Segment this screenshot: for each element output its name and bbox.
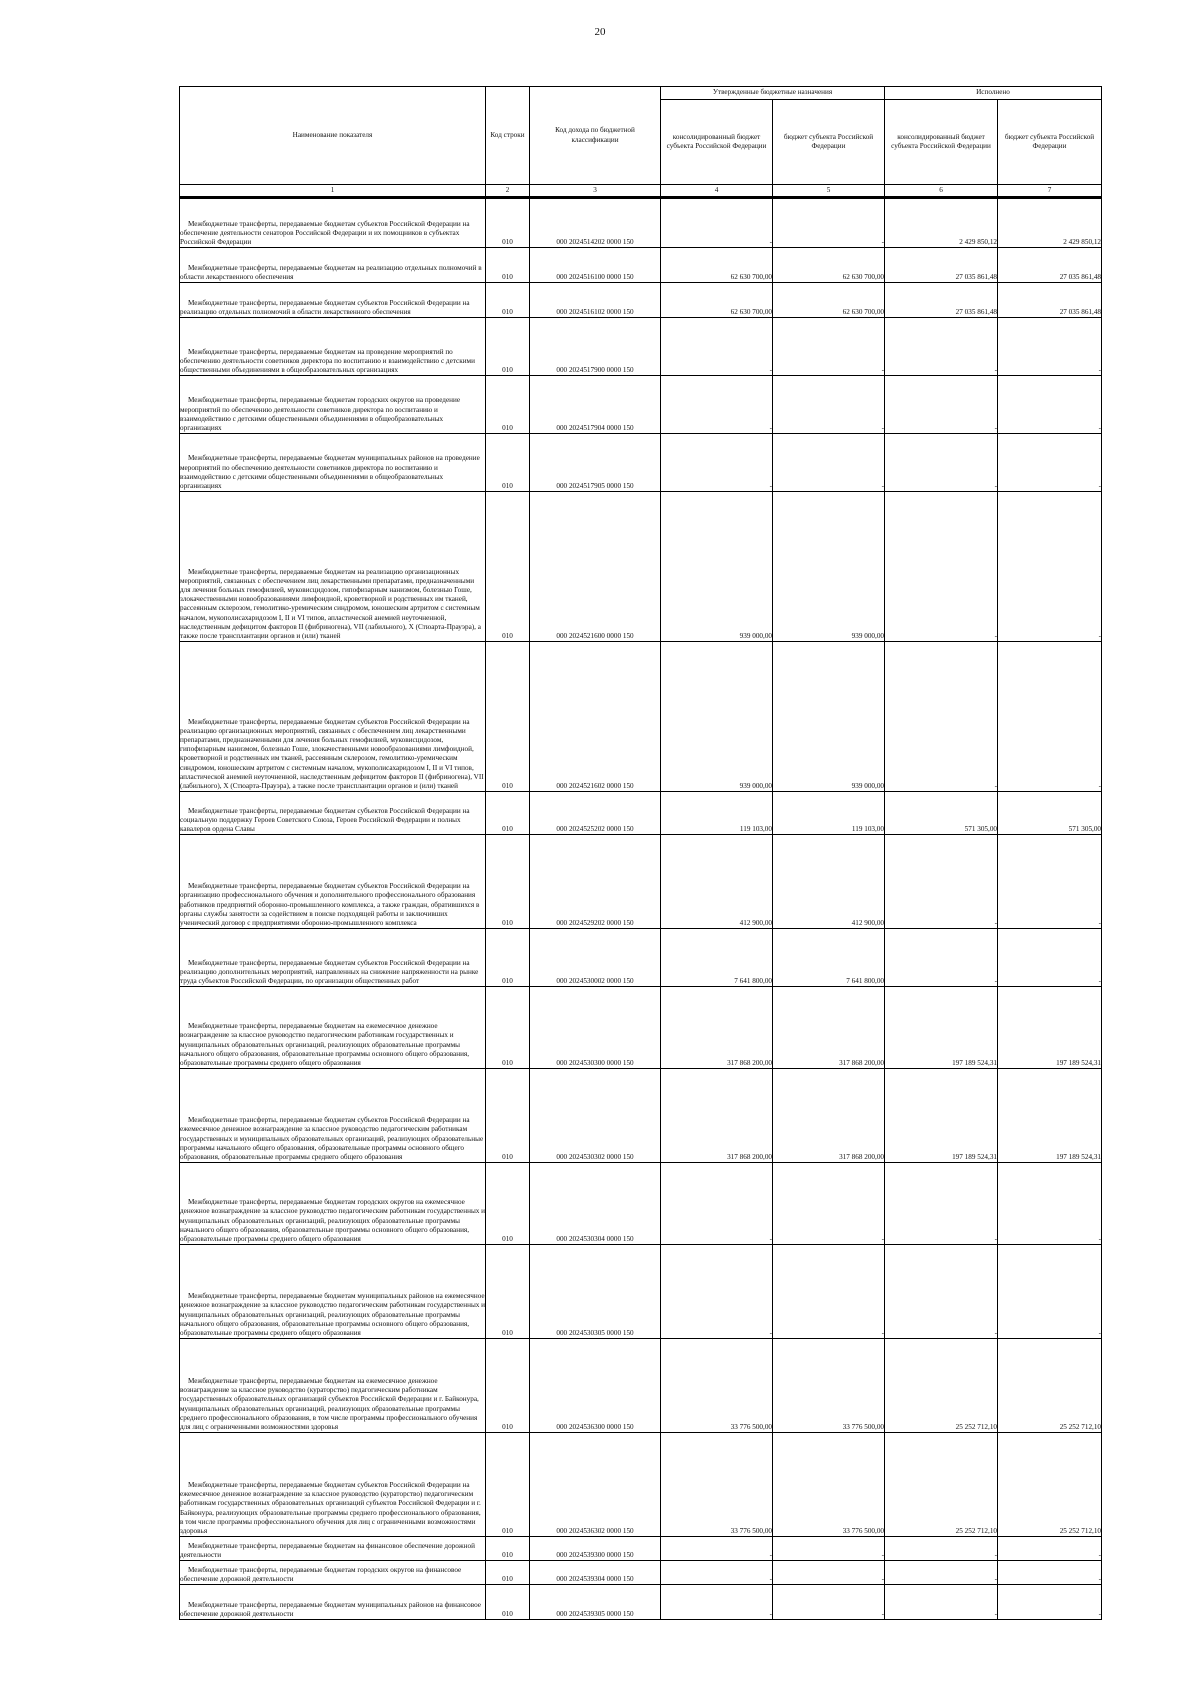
budget-execution-table bbox=[179, 86, 1102, 1620]
row-code: 010 bbox=[486, 987, 530, 1069]
row-approved-subject: 412 900,00 bbox=[773, 835, 885, 929]
row-approved-consolidated: 412 900,00 bbox=[661, 835, 773, 929]
table-row bbox=[180, 1245, 1102, 1339]
row-code: 010 bbox=[486, 1245, 530, 1339]
row-executed-subject: - bbox=[998, 1245, 1102, 1339]
row-executed-consolidated: - bbox=[885, 1561, 998, 1585]
row-approved-consolidated: - bbox=[661, 198, 773, 248]
row-approved-subject: 317 868 200,00 bbox=[773, 987, 885, 1069]
table-row bbox=[180, 1585, 1102, 1620]
row-code: 010 bbox=[486, 434, 530, 492]
header-subject-budget-exec: бюджет субъекта Российской Федерации bbox=[998, 100, 1102, 185]
row-kbk: 000 2024529202 0000 150 bbox=[530, 835, 661, 929]
row-code: 010 bbox=[486, 1537, 530, 1561]
row-executed-subject: - bbox=[998, 1561, 1102, 1585]
row-approved-consolidated: 939 000,00 bbox=[661, 492, 773, 642]
column-number: 1 bbox=[180, 185, 486, 198]
row-executed-subject: 25 252 712,10 bbox=[998, 1433, 1102, 1537]
row-approved-subject: 939 000,00 bbox=[773, 642, 885, 792]
row-approved-subject: - bbox=[773, 318, 885, 376]
row-code: 010 bbox=[486, 318, 530, 376]
row-executed-consolidated: 27 035 861,48 bbox=[885, 248, 998, 283]
row-executed-subject: - bbox=[998, 492, 1102, 642]
row-code: 010 bbox=[486, 1339, 530, 1433]
row-kbk: 000 2024539300 0000 150 bbox=[530, 1537, 661, 1561]
header-name: Наименование показателя bbox=[180, 87, 486, 185]
row-executed-subject: - bbox=[998, 318, 1102, 376]
row-kbk: 000 2024536302 0000 150 bbox=[530, 1433, 661, 1537]
row-approved-consolidated: 62 630 700,00 bbox=[661, 248, 773, 283]
header-consolidated-budget: консолидированный бюджет субъекта Российской Федерации bbox=[661, 100, 773, 185]
row-approved-consolidated: - bbox=[661, 318, 773, 376]
table-row bbox=[180, 248, 1102, 283]
row-executed-subject: - bbox=[998, 642, 1102, 792]
row-approved-consolidated: - bbox=[661, 1585, 773, 1620]
row-approved-subject: 33 776 500,00 bbox=[773, 1433, 885, 1537]
row-approved-consolidated: 939 000,00 bbox=[661, 642, 773, 792]
table-row bbox=[180, 835, 1102, 929]
table-row bbox=[180, 198, 1102, 248]
row-approved-subject: - bbox=[773, 1245, 885, 1339]
row-name: Межбюджетные трансферты, передаваемые бюджетам на ежемесячное денежное вознаграждение за классное руководство педагогическим работникам государственных и муниципальных образовательных организаций, реализующих образовательные программы начального общего образования, образовательные программы основного общего образования, образовательные программы среднего общего образования bbox=[180, 987, 486, 1069]
row-approved-subject: - bbox=[773, 1163, 885, 1245]
table-row bbox=[180, 642, 1102, 792]
row-executed-consolidated: 27 035 861,48 bbox=[885, 283, 998, 318]
row-kbk: 000 2024530300 0000 150 bbox=[530, 987, 661, 1069]
table-row bbox=[180, 929, 1102, 987]
table-row bbox=[180, 318, 1102, 376]
row-executed-consolidated: - bbox=[885, 1585, 998, 1620]
row-code: 010 bbox=[486, 1561, 530, 1585]
row-name: Межбюджетные трансферты, передаваемые бюджетам на проведение мероприятий по обеспечению деятельности советников директора по воспитанию и взаимодействию с детскими общественными объединениями в общеобразовательных организациях bbox=[180, 318, 486, 376]
table-row bbox=[180, 283, 1102, 318]
row-kbk: 000 2024536300 0000 150 bbox=[530, 1339, 661, 1433]
row-kbk: 000 2024514202 0000 150 bbox=[530, 198, 661, 248]
row-executed-consolidated: - bbox=[885, 1245, 998, 1339]
row-executed-consolidated: - bbox=[885, 835, 998, 929]
row-kbk: 000 2024516102 0000 150 bbox=[530, 283, 661, 318]
row-approved-subject: - bbox=[773, 198, 885, 248]
row-executed-subject: 197 189 524,31 bbox=[998, 1069, 1102, 1163]
row-executed-subject: - bbox=[998, 1585, 1102, 1620]
row-executed-consolidated: - bbox=[885, 1163, 998, 1245]
row-name: Межбюджетные трансферты, передаваемые бюджетам субъектов Российской Федерации на ежемесячное денежное вознаграждение за классное руководство (кураторство) педагогическим работникам государственных образовательных организаций субъектов Российской Федерации и г. Байконура, реализующих образовательные программы среднего профессионального образования, в том числе программы профессионального обучения для лиц с ограниченными возможностями здоровья bbox=[180, 1433, 486, 1537]
row-kbk: 000 2024530304 0000 150 bbox=[530, 1163, 661, 1245]
row-approved-consolidated: - bbox=[661, 1537, 773, 1561]
table-row bbox=[180, 1433, 1102, 1537]
row-kbk: 000 2024530305 0000 150 bbox=[530, 1245, 661, 1339]
row-name: Межбюджетные трансферты, передаваемые бюджетам на реализацию отдельных полномочий в области лекарственного обеспечения bbox=[180, 248, 486, 283]
row-approved-subject: 317 868 200,00 bbox=[773, 1069, 885, 1163]
row-executed-subject: - bbox=[998, 929, 1102, 987]
row-code: 010 bbox=[486, 248, 530, 283]
row-executed-subject: 2 429 850,12 bbox=[998, 198, 1102, 248]
row-approved-consolidated: - bbox=[661, 1163, 773, 1245]
row-kbk: 000 2024517905 0000 150 bbox=[530, 434, 661, 492]
row-name: Межбюджетные трансферты, передаваемые бюджетам городских округов на проведение мероприятий по обеспечению деятельности советников директора по воспитанию и взаимодействию с детскими общественными объединениями в общеобразовательных организациях bbox=[180, 376, 486, 434]
row-executed-subject: 27 035 861,48 bbox=[998, 248, 1102, 283]
table-row bbox=[180, 376, 1102, 434]
table-row bbox=[180, 987, 1102, 1069]
header-consolidated-budget-exec: консолидированный бюджет субъекта Российской Федерации bbox=[885, 100, 998, 185]
row-code: 010 bbox=[486, 642, 530, 792]
row-name: Межбюджетные трансферты, передаваемые бюджетам муниципальных районов на ежемесячное денежное вознаграждение за классное руководство педагогическим работникам государственных и муниципальных образовательных организаций, реализующих образовательные программы начального общего образования, образовательные программы основного общего образования, образовательные программы среднего общего образования bbox=[180, 1245, 486, 1339]
row-executed-consolidated: - bbox=[885, 929, 998, 987]
row-executed-consolidated: 197 189 524,31 bbox=[885, 987, 998, 1069]
row-code: 010 bbox=[486, 792, 530, 835]
row-approved-subject: - bbox=[773, 1537, 885, 1561]
row-approved-consolidated: 119 103,00 bbox=[661, 792, 773, 835]
row-executed-subject: - bbox=[998, 835, 1102, 929]
row-name: Межбюджетные трансферты, передаваемые бюджетам субъектов Российской Федерации на реализацию организационных мероприятий, связанных с обеспечением лиц лекарственными препаратами, предназначенными для лечения больных гемофилией, муковисцидозом, гипофизарным нанизмом, болезнью Гоше, злокачественными новообразованиями лимфоидной, кроветворной и родственных им тканей, рассеянным склерозом, гемолитико-уремическим синдромом, юношеским артритом с системным началом, мукополисахаридозом I, II и VI типов, апластической анемией неуточненной, наследственным дефицитом факторов II (фибриногена), VII (лабильного), X (Стюарта-Прауэра), а также после трансплантации органов и (или) тканей bbox=[180, 642, 486, 792]
table-row bbox=[180, 1069, 1102, 1163]
column-number: 3 bbox=[530, 185, 661, 198]
row-executed-consolidated: - bbox=[885, 434, 998, 492]
row-approved-consolidated: - bbox=[661, 1245, 773, 1339]
row-name: Межбюджетные трансферты, передаваемые бюджетам субъектов Российской Федерации на организацию профессионального обучения и дополнительного профессионального образования работников предприятий оборонно-промышленного комплекса, а также граждан, обратившихся в органы службы занятости за содействием в поиске подходящей работы и заключивших ученический договор с предприятиями оборонно-промышленного комплекса bbox=[180, 835, 486, 929]
row-code: 010 bbox=[486, 929, 530, 987]
row-name: Межбюджетные трансферты, передаваемые бюджетам субъектов Российской Федерации на реализацию дополнительных мероприятий, направленных на снижение напряженности на рынке труда субъектов Российской Федерации, по организации общественных работ bbox=[180, 929, 486, 987]
row-code: 010 bbox=[486, 1585, 530, 1620]
header-approved-group: Утвержденные бюджетные назначения bbox=[661, 87, 885, 100]
header-line-code: Код строки bbox=[486, 87, 530, 185]
row-code: 010 bbox=[486, 1163, 530, 1245]
row-kbk: 000 2024525202 0000 150 bbox=[530, 792, 661, 835]
table-row bbox=[180, 434, 1102, 492]
row-kbk: 000 2024530302 0000 150 bbox=[530, 1069, 661, 1163]
column-number: 5 bbox=[773, 185, 885, 198]
row-kbk: 000 2024530002 0000 150 bbox=[530, 929, 661, 987]
row-approved-consolidated: - bbox=[661, 1561, 773, 1585]
header-subject-budget: бюджет субъекта Российской Федерации bbox=[773, 100, 885, 185]
row-executed-consolidated: 25 252 712,10 bbox=[885, 1433, 998, 1537]
row-executed-consolidated: 2 429 850,12 bbox=[885, 198, 998, 248]
row-approved-subject: 62 630 700,00 bbox=[773, 248, 885, 283]
row-approved-subject: 33 776 500,00 bbox=[773, 1339, 885, 1433]
row-executed-subject: - bbox=[998, 434, 1102, 492]
row-executed-subject: 25 252 712,10 bbox=[998, 1339, 1102, 1433]
table-row bbox=[180, 492, 1102, 642]
row-executed-consolidated: 197 189 524,31 bbox=[885, 1069, 998, 1163]
row-approved-consolidated: 317 868 200,00 bbox=[661, 1069, 773, 1163]
table-row bbox=[180, 792, 1102, 835]
row-name: Межбюджетные трансферты, передаваемые бюджетам субъектов Российской Федерации на социальную поддержку Героев Советского Союза, Героев Российской Федерации и полных кавалеров ордена Славы bbox=[180, 792, 486, 835]
row-approved-consolidated: 62 630 700,00 bbox=[661, 283, 773, 318]
row-name: Межбюджетные трансферты, передаваемые бюджетам субъектов Российской Федерации на обеспечение деятельности сенаторов Российской Федерации и их помощников в субъектах Российской Федерации bbox=[180, 198, 486, 248]
row-executed-consolidated: 25 252 712,10 bbox=[885, 1339, 998, 1433]
row-executed-consolidated: - bbox=[885, 1537, 998, 1561]
header-kbk: Код дохода по бюджетной классификации bbox=[530, 87, 661, 185]
row-approved-consolidated: 7 641 800,00 bbox=[661, 929, 773, 987]
row-name: Межбюджетные трансферты, передаваемые бюджетам субъектов Российской Федерации на ежемесячное денежное вознаграждение за классное руководство педагогическим работникам государственных и муниципальных образовательных организаций, реализующих образовательные программы начального общего образования, образовательные программы основного общего образования, образовательные программы среднего общего образования bbox=[180, 1069, 486, 1163]
row-name: Межбюджетные трансферты, передаваемые бюджетам муниципальных районов на финансовое обеспечение дорожной деятельности bbox=[180, 1585, 486, 1620]
row-executed-subject: 571 305,00 bbox=[998, 792, 1102, 835]
row-code: 010 bbox=[486, 376, 530, 434]
row-kbk: 000 2024521602 0000 150 bbox=[530, 642, 661, 792]
row-executed-consolidated: - bbox=[885, 376, 998, 434]
row-approved-subject: - bbox=[773, 376, 885, 434]
column-number: 6 bbox=[885, 185, 998, 198]
column-number: 4 bbox=[661, 185, 773, 198]
row-code: 010 bbox=[486, 1069, 530, 1163]
row-approved-subject: - bbox=[773, 1585, 885, 1620]
table-row bbox=[180, 1537, 1102, 1561]
row-approved-subject: - bbox=[773, 434, 885, 492]
row-executed-consolidated: - bbox=[885, 492, 998, 642]
row-kbk: 000 2024539305 0000 150 bbox=[530, 1585, 661, 1620]
row-executed-subject: - bbox=[998, 1537, 1102, 1561]
row-approved-consolidated: 33 776 500,00 bbox=[661, 1339, 773, 1433]
row-code: 010 bbox=[486, 198, 530, 248]
row-executed-consolidated: 571 305,00 bbox=[885, 792, 998, 835]
row-code: 010 bbox=[486, 492, 530, 642]
row-name: Межбюджетные трансферты, передаваемые бюджетам городских округов на финансовое обеспечение дорожной деятельности bbox=[180, 1561, 486, 1585]
row-executed-consolidated: - bbox=[885, 642, 998, 792]
table-row bbox=[180, 1561, 1102, 1585]
row-executed-subject: 27 035 861,48 bbox=[998, 283, 1102, 318]
row-kbk: 000 2024539304 0000 150 bbox=[530, 1561, 661, 1585]
table-row bbox=[180, 1339, 1102, 1433]
row-code: 010 bbox=[486, 835, 530, 929]
row-approved-consolidated: - bbox=[661, 376, 773, 434]
column-number: 7 bbox=[998, 185, 1102, 198]
row-code: 010 bbox=[486, 1433, 530, 1537]
row-name: Межбюджетные трансферты, передаваемые бюджетам на финансовое обеспечение дорожной деятельности bbox=[180, 1537, 486, 1561]
row-kbk: 000 2024516100 0000 150 bbox=[530, 248, 661, 283]
column-number: 2 bbox=[486, 185, 530, 198]
row-executed-subject: - bbox=[998, 376, 1102, 434]
header-executed-group: Исполнено bbox=[885, 87, 1102, 100]
page-number: 20 bbox=[594, 26, 606, 38]
row-approved-subject: - bbox=[773, 1561, 885, 1585]
row-name: Межбюджетные трансферты, передаваемые бюджетам на ежемесячное денежное вознаграждение за классное руководство (кураторство) педагогическим работникам государственных образовательных организаций субъектов Российской Федерации и г. Байконура, муниципальных образовательных организаций, реализующих образовательные программы среднего профессионального образования, в том числе программы профессионального обучения для лиц с ограниченными возможностями здоровья bbox=[180, 1339, 486, 1433]
row-name: Межбюджетные трансферты, передаваемые бюджетам муниципальных районов на проведение мероприятий по обеспечению деятельности советников директора по воспитанию и взаимодействию с детскими общественными объединениями в общеобразовательных организациях bbox=[180, 434, 486, 492]
row-approved-consolidated: 33 776 500,00 bbox=[661, 1433, 773, 1537]
row-executed-subject: - bbox=[998, 1163, 1102, 1245]
row-kbk: 000 2024521600 0000 150 bbox=[530, 492, 661, 642]
row-name: Межбюджетные трансферты, передаваемые бюджетам городских округов на ежемесячное денежное вознаграждение за классное руководство педагогическим работникам государственных и муниципальных образовательных организаций, реализующих образовательные программы начального общего образования, образовательные программы основного общего образования, образовательные программы среднего общего образования bbox=[180, 1163, 486, 1245]
row-approved-subject: 119 103,00 bbox=[773, 792, 885, 835]
row-name: Межбюджетные трансферты, передаваемые бюджетам субъектов Российской Федерации на реализацию отдельных полномочий в области лекарственного обеспечения bbox=[180, 283, 486, 318]
row-kbk: 000 2024517904 0000 150 bbox=[530, 376, 661, 434]
row-executed-subject: 197 189 524,31 bbox=[998, 987, 1102, 1069]
row-kbk: 000 2024517900 0000 150 bbox=[530, 318, 661, 376]
row-approved-subject: 7 641 800,00 bbox=[773, 929, 885, 987]
row-approved-subject: 62 630 700,00 bbox=[773, 283, 885, 318]
row-code: 010 bbox=[486, 283, 530, 318]
row-executed-consolidated: - bbox=[885, 318, 998, 376]
row-approved-subject: 939 000,00 bbox=[773, 492, 885, 642]
row-name: Межбюджетные трансферты, передаваемые бюджетам на реализацию организационных мероприятий, связанных с обеспечением лиц лекарственными препаратами, предназначенными для лечения больных гемофилией, муковисцидозом, гипофизарным нанизмом, болезнью Гоше, злокачественными новообразованиями лимфоидной, кроветворной и родственных им тканей, рассеянным склерозом, гемолитико-уремическим синдромом, юношеским артритом с системным началом, мукополисахаридозом I, II и VI типов, апластической анемией неуточненной, наследственным дефицитом факторов II (фибриногена), VII (лабильного), X (Стюарта-Прауэра), а также после трансплантации органов и (или) тканей bbox=[180, 492, 486, 642]
row-approved-consolidated: - bbox=[661, 434, 773, 492]
row-approved-consolidated: 317 868 200,00 bbox=[661, 987, 773, 1069]
table-row bbox=[180, 1163, 1102, 1245]
